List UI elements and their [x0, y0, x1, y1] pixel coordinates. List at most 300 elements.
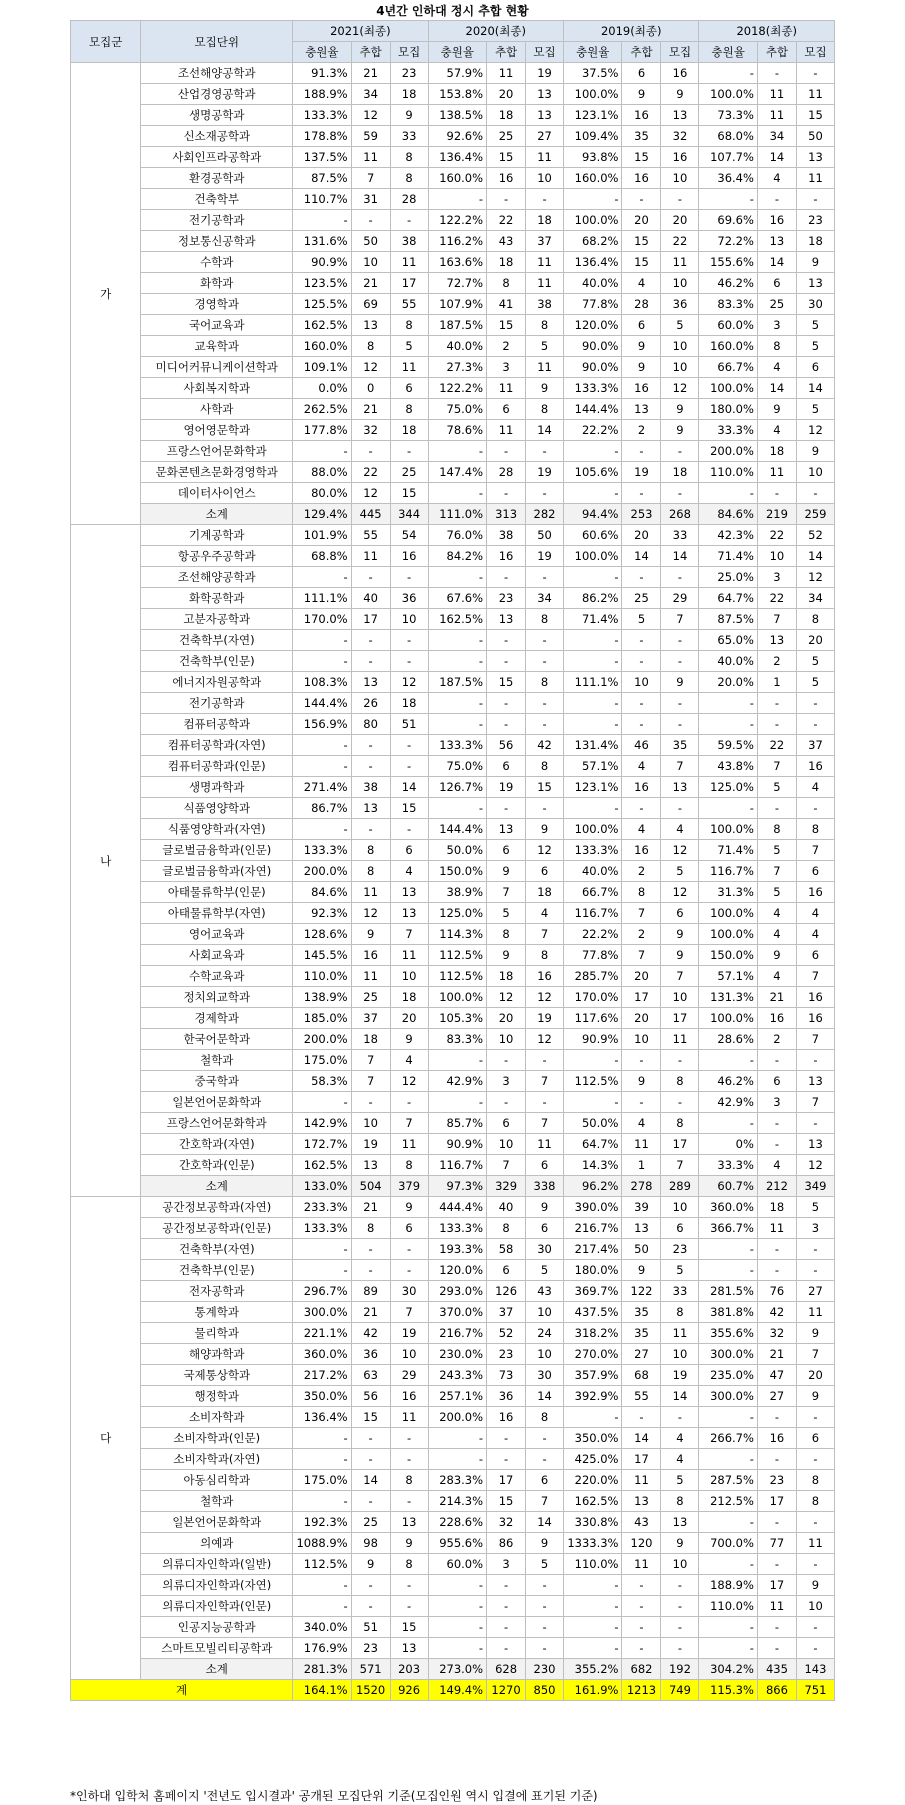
value-cell: 10	[526, 1302, 564, 1323]
value-cell: 29	[390, 1365, 428, 1386]
value-cell: 66.7%	[563, 882, 622, 903]
table-row	[71, 1596, 835, 1617]
value-cell: 13	[622, 1491, 661, 1512]
value-cell: 233.3%	[293, 1197, 352, 1218]
value-cell: 25	[757, 294, 796, 315]
value-cell: -	[487, 1617, 526, 1638]
value-cell: 36	[351, 1344, 390, 1365]
value-cell: 20	[796, 630, 834, 651]
value-cell: 6	[796, 861, 834, 882]
value-cell: 87.5%	[293, 168, 352, 189]
value-cell: -	[757, 1260, 796, 1281]
value-cell: -	[487, 798, 526, 819]
value-cell: 12	[796, 567, 834, 588]
value-cell: 37	[796, 735, 834, 756]
value-cell: 330.8%	[563, 1512, 622, 1533]
total-cell: 161.9%	[563, 1680, 622, 1701]
value-cell: 25	[622, 588, 661, 609]
value-cell: 133.3%	[293, 840, 352, 861]
value-cell: 33.3%	[699, 420, 758, 441]
value-cell: -	[622, 651, 661, 672]
subtotal-cell: 111.0%	[428, 504, 487, 525]
value-cell: 46.2%	[699, 1071, 758, 1092]
value-cell: 23	[487, 1344, 526, 1365]
table-row	[71, 756, 835, 777]
table-row	[71, 1386, 835, 1407]
value-cell: 55	[622, 1386, 661, 1407]
value-cell: -	[390, 1491, 428, 1512]
table-row	[71, 1134, 835, 1155]
value-cell: -	[487, 1428, 526, 1449]
value-cell: 235.0%	[699, 1365, 758, 1386]
value-cell: -	[526, 1449, 564, 1470]
value-cell: -	[390, 1239, 428, 1260]
value-cell: 10	[661, 273, 699, 294]
value-cell: 69	[351, 294, 390, 315]
value-cell: 9	[661, 84, 699, 105]
value-cell: 40.0%	[699, 651, 758, 672]
value-cell: 170.0%	[563, 987, 622, 1008]
value-cell: 19	[526, 63, 564, 84]
value-cell: 46	[622, 735, 661, 756]
value-cell: 59	[351, 126, 390, 147]
value-cell: 33	[661, 525, 699, 546]
value-cell: -	[622, 189, 661, 210]
value-cell: -	[293, 1428, 352, 1449]
value-cell: 64.7%	[699, 588, 758, 609]
value-cell: 296.7%	[293, 1281, 352, 1302]
value-cell: 145.5%	[293, 945, 352, 966]
value-cell: 35	[622, 126, 661, 147]
value-cell: -	[699, 1512, 758, 1533]
value-cell: -	[390, 756, 428, 777]
value-cell: 5	[661, 1260, 699, 1281]
value-cell: -	[796, 1113, 834, 1134]
value-cell: 86.2%	[563, 588, 622, 609]
value-cell: 176.9%	[293, 1638, 352, 1659]
value-cell: -	[796, 798, 834, 819]
value-cell: 11	[390, 1407, 428, 1428]
value-cell: 32	[351, 420, 390, 441]
value-cell: 51	[351, 1617, 390, 1638]
value-cell: 16	[622, 168, 661, 189]
value-cell: 75.0%	[428, 399, 487, 420]
value-cell: -	[390, 1260, 428, 1281]
value-cell: 200.0%	[699, 441, 758, 462]
value-cell: -	[757, 1407, 796, 1428]
value-cell: 4	[757, 168, 796, 189]
value-cell: 28	[622, 294, 661, 315]
value-cell: 178.8%	[293, 126, 352, 147]
subtotal-cell: 253	[622, 504, 661, 525]
page-title: 4년간 인하대 정시 추합 현황	[376, 4, 529, 18]
value-cell: -	[563, 1596, 622, 1617]
value-cell: 110.0%	[699, 1596, 758, 1617]
value-cell: 39	[622, 1197, 661, 1218]
value-cell: 29	[661, 588, 699, 609]
value-cell: -	[796, 1050, 834, 1071]
value-cell: 46.2%	[699, 273, 758, 294]
value-cell: -	[622, 1596, 661, 1617]
value-cell: 64.7%	[563, 1134, 622, 1155]
subtotal-row	[71, 1659, 835, 1680]
value-cell: 25	[390, 462, 428, 483]
value-cell: 19	[390, 1323, 428, 1344]
value-cell: 41	[487, 294, 526, 315]
value-cell: 116.2%	[428, 231, 487, 252]
value-cell: 101.9%	[293, 525, 352, 546]
quota-col-header: 모집	[661, 42, 699, 63]
value-cell: 38	[351, 777, 390, 798]
value-cell: 15	[487, 672, 526, 693]
table-row	[71, 1407, 835, 1428]
value-cell: 34	[526, 588, 564, 609]
value-cell: -	[796, 1638, 834, 1659]
dept-name-cell: 고분자공학과	[141, 609, 293, 630]
dept-name-cell: 미디어커뮤니케이션학과	[141, 357, 293, 378]
value-cell: 4	[526, 903, 564, 924]
value-cell: 68.2%	[563, 231, 622, 252]
value-cell: 21	[351, 399, 390, 420]
value-cell: 112.5%	[428, 966, 487, 987]
value-cell: 16	[622, 840, 661, 861]
value-cell: -	[351, 630, 390, 651]
value-cell: 28	[487, 462, 526, 483]
value-cell: 7	[351, 1071, 390, 1092]
table-row	[71, 1239, 835, 1260]
dept-name-cell: 공간정보공학과(자연)	[141, 1197, 293, 1218]
value-cell: -	[351, 1596, 390, 1617]
table-row	[71, 651, 835, 672]
table-row	[71, 924, 835, 945]
value-cell: 105.6%	[563, 462, 622, 483]
value-cell: 14	[622, 546, 661, 567]
value-cell: 22.2%	[563, 420, 622, 441]
value-cell: -	[661, 1407, 699, 1428]
value-cell: 112.5%	[428, 945, 487, 966]
value-cell: 111.1%	[293, 588, 352, 609]
subtotal-row	[71, 1176, 835, 1197]
dept-name-cell: 교육학과	[141, 336, 293, 357]
value-cell: 217.2%	[293, 1365, 352, 1386]
value-cell: 4	[757, 966, 796, 987]
value-cell: 21	[757, 1344, 796, 1365]
value-cell: -	[796, 1512, 834, 1533]
value-cell: 155.6%	[699, 252, 758, 273]
value-cell: -	[796, 1239, 834, 1260]
value-cell: 10	[526, 168, 564, 189]
dept-name-cell: 컴퓨터공학과	[141, 714, 293, 735]
value-cell: 109.1%	[293, 357, 352, 378]
value-cell: 42.9%	[428, 1071, 487, 1092]
value-cell: -	[699, 693, 758, 714]
subtotal-cell: 435	[757, 1659, 796, 1680]
value-cell: -	[351, 735, 390, 756]
table-row	[71, 294, 835, 315]
value-cell: 16	[661, 147, 699, 168]
value-cell: 42.9%	[699, 1092, 758, 1113]
value-cell: 8	[351, 840, 390, 861]
value-cell: 63	[351, 1365, 390, 1386]
value-cell: -	[757, 63, 796, 84]
value-cell: -	[428, 1092, 487, 1113]
value-cell: 14	[757, 252, 796, 273]
value-cell: 11	[622, 1554, 661, 1575]
value-cell: 9	[526, 819, 564, 840]
value-cell: -	[757, 483, 796, 504]
value-cell: 11	[351, 546, 390, 567]
value-cell: 88.0%	[293, 462, 352, 483]
value-cell: 50.0%	[428, 840, 487, 861]
value-cell: 6	[390, 840, 428, 861]
dept-name-cell: 산업경영공학과	[141, 84, 293, 105]
value-cell: -	[757, 1617, 796, 1638]
value-cell: 5	[757, 840, 796, 861]
value-cell: 17	[622, 987, 661, 1008]
value-cell: -	[293, 756, 352, 777]
total-cell: 1213	[622, 1680, 661, 1701]
value-cell: 123.5%	[293, 273, 352, 294]
value-cell: 18	[487, 252, 526, 273]
table-row	[71, 714, 835, 735]
value-cell: 12	[661, 378, 699, 399]
value-cell: -	[622, 1617, 661, 1638]
value-cell: 10	[351, 1113, 390, 1134]
value-cell: 65.0%	[699, 630, 758, 651]
value-cell: -	[487, 630, 526, 651]
value-cell: 37	[351, 1008, 390, 1029]
value-cell: 89	[351, 1281, 390, 1302]
value-cell: 21	[757, 987, 796, 1008]
value-cell: 37	[487, 1302, 526, 1323]
value-cell: 9	[390, 1533, 428, 1554]
value-cell: 6	[487, 1260, 526, 1281]
extra-col-header: 추합	[487, 42, 526, 63]
table-row	[71, 189, 835, 210]
value-cell: 32	[757, 1323, 796, 1344]
dept-name-cell: 전자공학과	[141, 1281, 293, 1302]
value-cell: 11	[390, 1134, 428, 1155]
value-cell: 110.7%	[293, 189, 352, 210]
value-cell: 5	[526, 1554, 564, 1575]
value-cell: 21	[351, 273, 390, 294]
value-cell: 17	[757, 1575, 796, 1596]
value-cell: 8	[390, 315, 428, 336]
value-cell: 7	[796, 966, 834, 987]
table-row	[71, 1323, 835, 1344]
dept-name-cell: 경영학과	[141, 294, 293, 315]
value-cell: -	[526, 189, 564, 210]
value-cell: -	[563, 1092, 622, 1113]
value-cell: 8	[390, 147, 428, 168]
subtotal-cell: 338	[526, 1176, 564, 1197]
value-cell: 7	[526, 1491, 564, 1512]
table-row	[71, 1260, 835, 1281]
value-cell: 212.5%	[699, 1491, 758, 1512]
value-cell: 7	[661, 966, 699, 987]
value-cell: 36	[390, 588, 428, 609]
table-body	[71, 63, 835, 1701]
value-cell: 10	[622, 1029, 661, 1050]
value-cell: 150.0%	[699, 945, 758, 966]
value-cell: 162.5%	[428, 609, 487, 630]
table-row	[71, 1092, 835, 1113]
value-cell: 262.5%	[293, 399, 352, 420]
value-cell: 13	[661, 777, 699, 798]
value-cell: 20	[487, 84, 526, 105]
value-cell: 80.0%	[293, 483, 352, 504]
value-cell: 9	[622, 336, 661, 357]
dept-name-cell: 건축학부	[141, 189, 293, 210]
value-cell: -	[428, 483, 487, 504]
value-cell: -	[526, 1617, 564, 1638]
value-cell: 131.3%	[699, 987, 758, 1008]
value-cell: 11	[351, 882, 390, 903]
value-cell: 11	[526, 357, 564, 378]
table-row	[71, 483, 835, 504]
subtotal-cell: 329	[487, 1176, 526, 1197]
value-cell: -	[757, 1512, 796, 1533]
value-cell: -	[487, 1050, 526, 1071]
table-row	[71, 1008, 835, 1029]
value-cell: 100.0%	[699, 924, 758, 945]
value-cell: 16	[796, 756, 834, 777]
subtotal-cell: 60.7%	[699, 1176, 758, 1197]
value-cell: 42	[526, 735, 564, 756]
value-cell: 16	[622, 777, 661, 798]
value-cell: 107.9%	[428, 294, 487, 315]
value-cell: -	[622, 630, 661, 651]
group-label: 나	[71, 525, 141, 1197]
value-cell: 5	[390, 336, 428, 357]
value-cell: -	[563, 189, 622, 210]
value-cell: 57.1%	[699, 966, 758, 987]
value-cell: 12	[796, 420, 834, 441]
subtotal-cell: 304.2%	[699, 1659, 758, 1680]
table-row	[71, 168, 835, 189]
value-cell: 392.9%	[563, 1386, 622, 1407]
dept-name-cell: 식품영양학과	[141, 798, 293, 819]
table-row	[71, 1512, 835, 1533]
value-cell: 56	[487, 735, 526, 756]
value-cell: 360.0%	[293, 1344, 352, 1365]
value-cell: 11	[757, 1596, 796, 1617]
value-cell: 10	[390, 609, 428, 630]
value-cell: 13	[487, 609, 526, 630]
value-cell: 4	[622, 273, 661, 294]
value-cell: 13	[622, 1218, 661, 1239]
value-cell: 360.0%	[699, 1197, 758, 1218]
dept-name-cell: 생명과학과	[141, 777, 293, 798]
value-cell: 366.7%	[699, 1218, 758, 1239]
value-cell: -	[661, 651, 699, 672]
value-cell: -	[661, 798, 699, 819]
value-cell: 300.0%	[699, 1344, 758, 1365]
value-cell: 9	[661, 945, 699, 966]
value-cell: 193.3%	[428, 1239, 487, 1260]
value-cell: 2	[757, 651, 796, 672]
value-cell: 355.6%	[699, 1323, 758, 1344]
value-cell: -	[622, 693, 661, 714]
value-cell: 14	[390, 777, 428, 798]
table-row	[71, 147, 835, 168]
value-cell: 12	[487, 987, 526, 1008]
value-cell: -	[428, 1575, 487, 1596]
value-cell: 6	[526, 861, 564, 882]
value-cell: 13	[390, 903, 428, 924]
value-cell: 14	[526, 420, 564, 441]
value-cell: -	[526, 693, 564, 714]
value-cell: 11	[526, 273, 564, 294]
value-cell: 23	[487, 588, 526, 609]
value-cell: -	[428, 189, 487, 210]
value-cell: -	[622, 1575, 661, 1596]
value-cell: 8	[526, 672, 564, 693]
dept-name-cell: 건축학부(자연)	[141, 1239, 293, 1260]
value-cell: 133.3%	[293, 1218, 352, 1239]
value-cell: 20	[622, 966, 661, 987]
value-cell: 11	[487, 63, 526, 84]
total-cell: 115.3%	[699, 1680, 758, 1701]
value-cell: -	[293, 1491, 352, 1512]
value-cell: 7	[351, 1050, 390, 1071]
value-cell: 10	[796, 1596, 834, 1617]
value-cell: -	[351, 1092, 390, 1113]
value-cell: 57.9%	[428, 63, 487, 84]
value-cell: 68.0%	[699, 126, 758, 147]
value-cell: 150.0%	[428, 861, 487, 882]
value-cell: 14	[351, 1470, 390, 1491]
value-cell: 58	[487, 1239, 526, 1260]
value-cell: 4	[796, 903, 834, 924]
value-cell: 83.3%	[699, 294, 758, 315]
value-cell: 9	[390, 105, 428, 126]
value-cell: -	[526, 1575, 564, 1596]
value-cell: 110.0%	[699, 462, 758, 483]
value-cell: 22	[757, 735, 796, 756]
value-cell: 8	[487, 1218, 526, 1239]
dept-name-cell: 간호학과(자연)	[141, 1134, 293, 1155]
value-cell: 8	[796, 1470, 834, 1491]
value-cell: 11	[390, 357, 428, 378]
value-cell: 2	[757, 1029, 796, 1050]
value-cell: 33	[390, 126, 428, 147]
value-cell: 11	[757, 1218, 796, 1239]
value-cell: -	[563, 714, 622, 735]
value-cell: 8	[390, 1470, 428, 1491]
value-cell: 300.0%	[699, 1386, 758, 1407]
footnote: *인하대 입학처 홈페이지 '전년도 입시결과' 공개된 모집단위 기준(모집인원 역시 입결에 표기된 기준)	[70, 1789, 598, 1803]
value-cell: -	[563, 1617, 622, 1638]
value-cell: 8	[351, 336, 390, 357]
value-cell: -	[293, 1449, 352, 1470]
value-cell: 16	[796, 882, 834, 903]
value-cell: 9	[390, 1197, 428, 1218]
value-cell: 0%	[699, 1134, 758, 1155]
value-cell: -	[563, 441, 622, 462]
value-cell: -	[526, 630, 564, 651]
value-cell: 43	[526, 1281, 564, 1302]
table-row	[71, 273, 835, 294]
value-cell: -	[390, 1428, 428, 1449]
table-row	[71, 1491, 835, 1512]
dept-name-cell: 프랑스언어문화학과	[141, 441, 293, 462]
value-cell: 116.7%	[428, 1155, 487, 1176]
table-row	[71, 1218, 835, 1239]
value-cell: 90.9%	[428, 1134, 487, 1155]
year-header: 2018(최종)	[699, 21, 835, 42]
value-cell: 13	[661, 105, 699, 126]
